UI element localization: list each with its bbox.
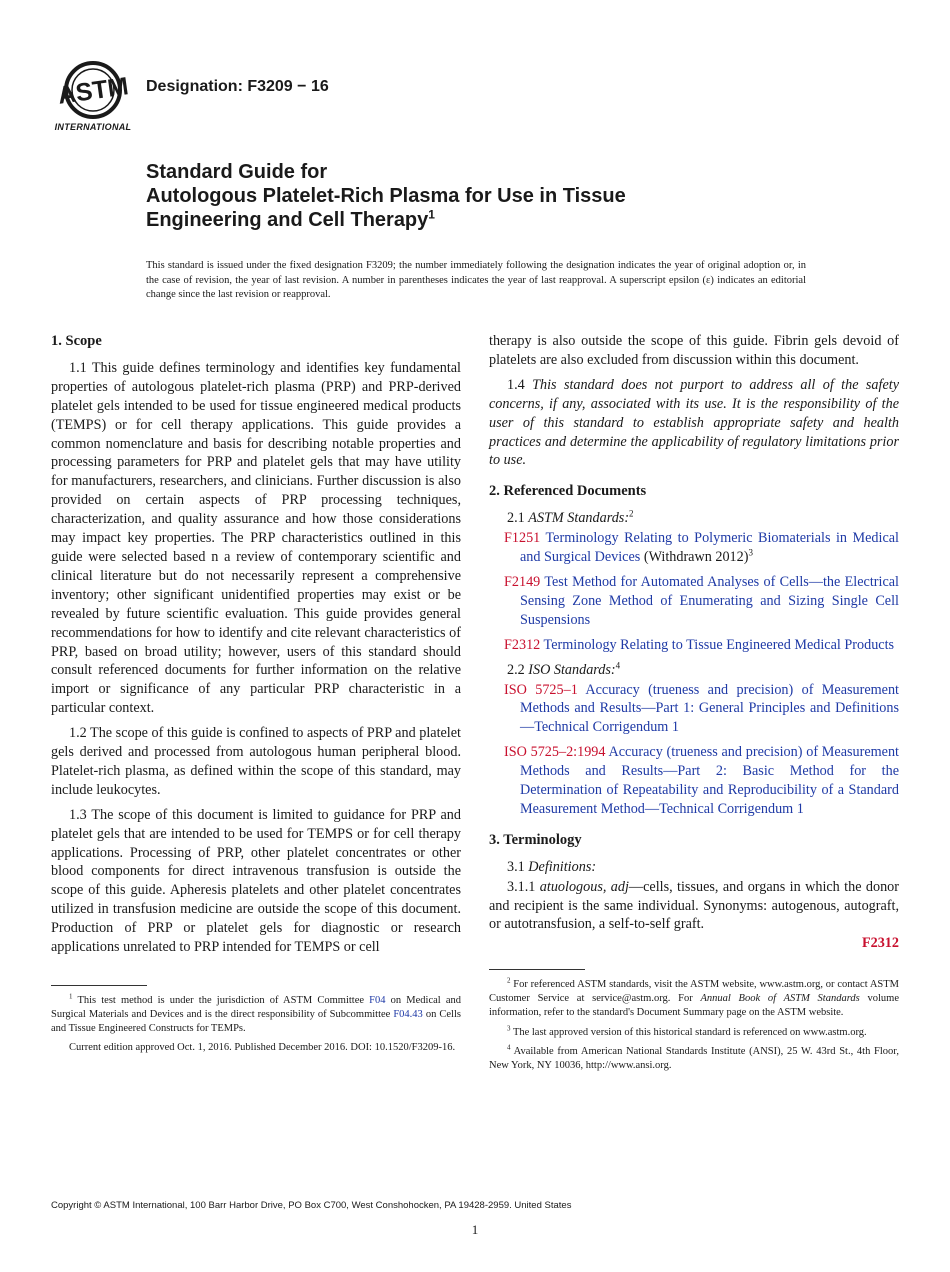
para-1-1: 1.1 This guide defines terminology and identifies key fundamental properties of autologous platelet-rich plasma (PRP) and PRP-derived platelet gels intended to be used for tissue engineered medical products (TEMPS) or for cell therapy applications. This guide provides a common nomenclature and basis for describing notable properties and processing parameters for PRP and platelet gels that may have utility for manufacturers, researchers, and clinicians. Further discussion is also provided on certain aspects of PRP processing techniques, characterization, and quality assurance and how those considerations may impact key properties. The PRP characteristics outlined in this guide were selected based n a review of contemporary scientific and clinical literature but do not necessarily represent a comprehensive inventory; other significant unidentified properties may exist or be revealed by future scientific evaluation. This guide provides general recommendations for how to identify and cite relevant characteristics of PRP, based on broad utility; however, users of this standard should consult referenced documents for further information on the relative import or significance of any particular PRP characteristic in a particular context.: [51, 359, 461, 717]
link-f04-43[interactable]: F04.43: [393, 1008, 423, 1020]
para-1-2: 1.2 The scope of this guide is confined to aspects of PRP and platelet gels derived and processed from autologous human peripheral blood. Platelet-rich plasma, as defined within the scope of this standard, may include leukocytes.: [51, 725, 461, 798]
footnote-2: $^2$ For referenced ASTM standards, visit the ASTM website, www.astm.org, or contact ASTM Customer Service at service@astm.org. For Annual Book of ASTM Standards volume information, refer to the standard's Document Summary page on the ASTM website.: [489, 976, 899, 1018]
title-line-2: Autologous Platelet-Rich Plasma for Use in Tissue: [146, 185, 626, 207]
title-line-3: Engineering and Cell Therapy$^1$: [146, 207, 435, 231]
footnote-3: $^3$ The last approved version of this historical standard is referenced on www.astm.org.: [507, 1024, 867, 1038]
astm-logo: [52, 58, 134, 134]
ref-iso-5725-2-title[interactable]: Accuracy (trueness and precision) of Measurement Methods and Results—Part 2: Basic Method for the Determination of Repeatability and Reproducibility of a Standard Measurement Method—Technical Corrigendum 1: [520, 744, 899, 817]
section-scope-heading: 1. Scope: [51, 333, 102, 349]
ref-f1251: F1251 Terminology Relating to Polymeric Biomaterials in Medical and Surgical Devices (Withdrawn 2012)$^3$: [504, 530, 899, 566]
ref-iso-5725-1: [489, 681, 899, 738]
right-column: [489, 332, 899, 1079]
ref-f2149-title[interactable]: Test Method for Automated Analyses of Cells—the Electrical Sensing Zone Method of Enumerating and Sizing Single Cell Suspensions: [520, 573, 899, 628]
copyright-notice: Copyright © ASTM International, 100 Barr Harbor Drive, PO Box C700, West Conshohocken, PA 19428-2959. United States: [51, 1200, 572, 1211]
ref-f2149-code[interactable]: F2149: [504, 573, 541, 590]
para-1-4: 1.4 This standard does not purport to address all of the safety concerns, if any, associated with its use. It is the responsibility of the user of this standard to establish appropriate safety and health practices and determine the applicability of regulatory limitations prior to use.: [489, 376, 899, 469]
section-referenced-docs-heading: 2. Referenced Documents: [489, 483, 647, 500]
para-1-3: 1.3 The scope of this document is limited to guidance for PRP and platelet gels that are intended to be used for TEMPS or for cell therapy applications. Processing of PRP, other platelet concentrates or other blood components for direct intravenous transfusion is outside the scope of this guide. Apheresis platelets and other platelet concentrates utilized in transfusion medicine are outside the scope of this document. Production of PRP or platelet gels for diagnostic or research applications unrelated to PRP intended for TEMPS or cell: [51, 806, 461, 956]
document-title: [146, 160, 786, 232]
ref-f2149: [489, 573, 899, 630]
footnote-1: $^1$ This test method is under the jurisdiction of ASTM Committee F04 on Medical and Surgical Materials and Devices and is the direct responsibility of Subcommittee F04.43 on Cells and Tissue Engineered Constructs for TEMPs.: [51, 992, 461, 1034]
definition-source-link[interactable]: F2312: [861, 935, 899, 952]
issued-note: This standard is issued under the fixed designation F3209; the number immediately following the designation indicates the year of original adoption or, in the case of revision, the year of last revision. A number in parentheses indicates the year of last reapproval. A superscript epsilon (ε) indicates an editorial change since the last revision or reapproval.: [146, 260, 806, 300]
ref-iso-5725-1-code[interactable]: ISO 5725–1: [504, 681, 578, 698]
section-terminology-heading: 3. Terminology: [489, 831, 582, 848]
ref-f1251-title[interactable]: Terminology Relating to Polymeric Biomaterials in Medical and Surgical Devices: [520, 530, 899, 566]
ref-f2312-title[interactable]: Terminology Relating to Tissue Engineered Medical Products: [540, 636, 895, 653]
astm-standards-label: 2.1 ASTM Standards:$^2$: [507, 508, 634, 527]
definition-autologous: 3.1.1 atuologous, adj—cells, tissues, and organs in which the donor and recipient is the same individual. Synonyms: autogenous, autograft, or autotransfusion, a self-to-self graft.: [489, 878, 900, 933]
footnote-4: $^4$ Available from American National Standards Institute (ANSI), 25 W. 43rd St., 4th Floor, New York, NY 10036, http://www.ansi.org.: [489, 1043, 900, 1072]
footnote-1-edition: Current edition approved Oct. 1, 2016. Published December 2016. DOI: 10.1520/F3209-16.: [69, 1042, 456, 1054]
svg-text:INTERNATIONAL: INTERNATIONAL: [54, 122, 132, 132]
ref-iso-5725-2-code[interactable]: ISO 5725–2:1994: [504, 744, 606, 761]
ref-f2312: [489, 636, 899, 655]
para-1-3-continued: therapy is also outside the scope of this guide. Fibrin gels devoid of platelets are also excluded from discussion within this document.: [489, 333, 899, 368]
iso-standards-label: 2.2 ISO Standards:$^4$: [507, 659, 621, 678]
designation: Designation: F3209 − 16: [146, 78, 329, 95]
ref-f2312-code[interactable]: F2312: [504, 636, 541, 653]
title-line-1: Standard Guide for: [146, 161, 328, 183]
ref-f1251-code[interactable]: F1251: [504, 530, 541, 547]
astm-logo-icon: [52, 58, 134, 134]
left-column: [51, 332, 461, 1061]
definitions-label: 3.1 Definitions:: [507, 858, 597, 875]
ref-iso-5725-2: [489, 743, 899, 819]
ref-iso-5725-1-title[interactable]: Accuracy (trueness and precision) of Measurement Methods and Results—Part 1: General Principles and Definitions—Technical Corrigendum 1: [520, 681, 899, 736]
svg-text:ASTM: ASTM: [56, 72, 131, 110]
definition-source: [489, 934, 899, 953]
page-number: 1: [471, 1222, 479, 1237]
link-f04[interactable]: F04: [369, 995, 386, 1006]
title-footnote-ref[interactable]: 1: [428, 207, 435, 222]
